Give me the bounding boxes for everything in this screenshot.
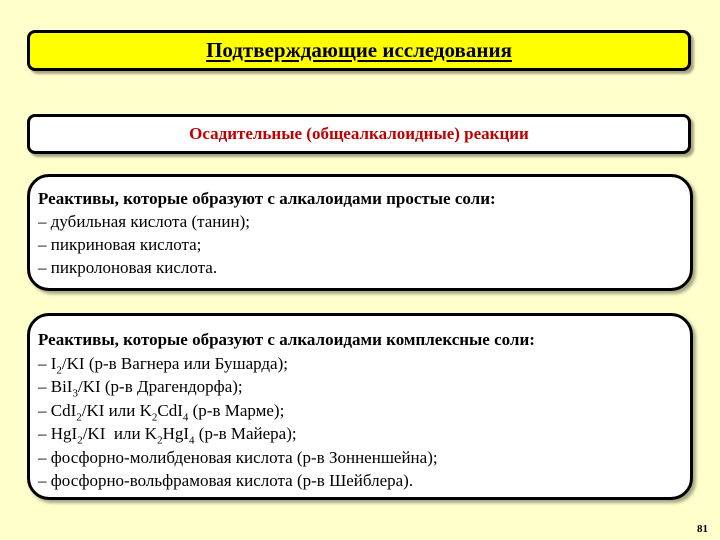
- list-item: – $I_2/KI$ (р-в Вагнера или Бушарда);: [38, 353, 288, 376]
- title-banner: [27, 30, 691, 71]
- list-item: – дубильная кислота (танин);: [38, 212, 250, 231]
- simple-salts-heading: Реактивы, которые образуют с алкалоидами простые соли:: [38, 189, 496, 208]
- slide-subtitle: Осадительные (общеалкалоидные) реакции: [189, 124, 529, 143]
- subtitle-banner: [27, 114, 691, 154]
- list-item: – фосфорно-вольфрамовая кислота (р-в Шейблера).: [38, 471, 414, 490]
- list-item: – пикролоновая кислота.: [38, 258, 218, 277]
- list-item: – BiI$_3$/KI (р-в Драгендорфа);: [38, 377, 243, 400]
- complex-salts-box: [27, 313, 693, 500]
- list-item: – фосфорно-молибденовая кислота (р-в Зонненшейна);: [38, 447, 438, 467]
- list-item: – пикриновая кислота;: [38, 235, 202, 254]
- list-item: – HgI$_2$/KI или $K_2HgI_4$ (р-в Майера);: [38, 424, 297, 447]
- slide-title: Подтверждающие исследования: [206, 38, 512, 62]
- list-item: – CdI$_2$/KI или $K_2CdI_4$ (р-в Марме);: [38, 400, 285, 423]
- simple-salts-box: [27, 174, 693, 291]
- complex-salts-heading: Реактивы, которые образуют с алкалоидами комплексные соли:: [38, 330, 535, 349]
- page-number: 81: [697, 523, 708, 535]
